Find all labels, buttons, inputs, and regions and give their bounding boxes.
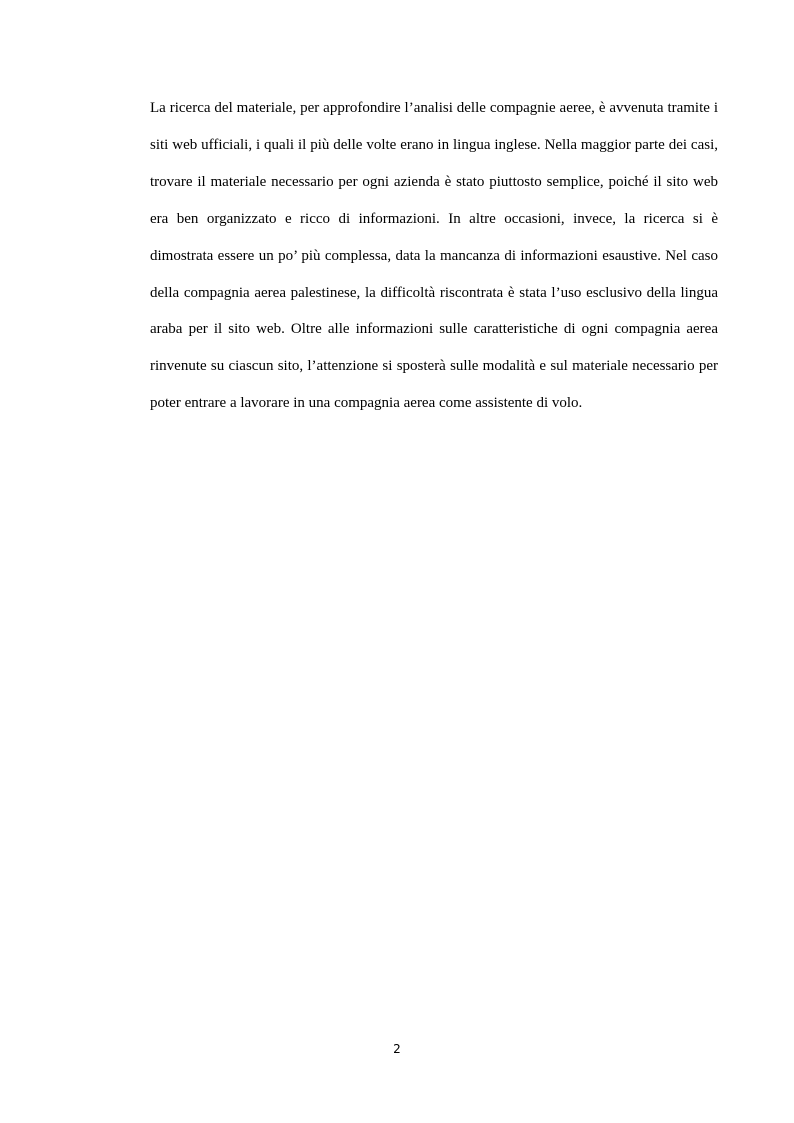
body-paragraph: La ricerca del materiale, per approfondire l’analisi delle compagnie aeree, è avvenuta tramite i siti web ufficiali, i quali il più delle volte erano in lingua inglese. Nella maggior parte dei casi, trovare il materiale necessario per ogni azienda è stato piuttosto semplice, poiché il sito web era ben organizzato e ricco di informazioni. In altre occasioni, invece, la ricerca si è dimostrata essere un po’ più complessa, data la mancanza di informazioni esaustive. Nel caso della compagnia aerea palestinese, la difficoltà riscontrata è stata l’uso esclusivo della lingua araba per il sito web. Oltre alle informazioni sulle caratteristiche di ogni compagnia aerea rinvenute su ciascun sito, l’attenzione si sposterà sulle modalità e sul materiale necessario per poter entrare a lavorare in una compagnia aerea come assistente di volo. [150,100,718,412]
page-number: 2 [393,1042,401,1056]
